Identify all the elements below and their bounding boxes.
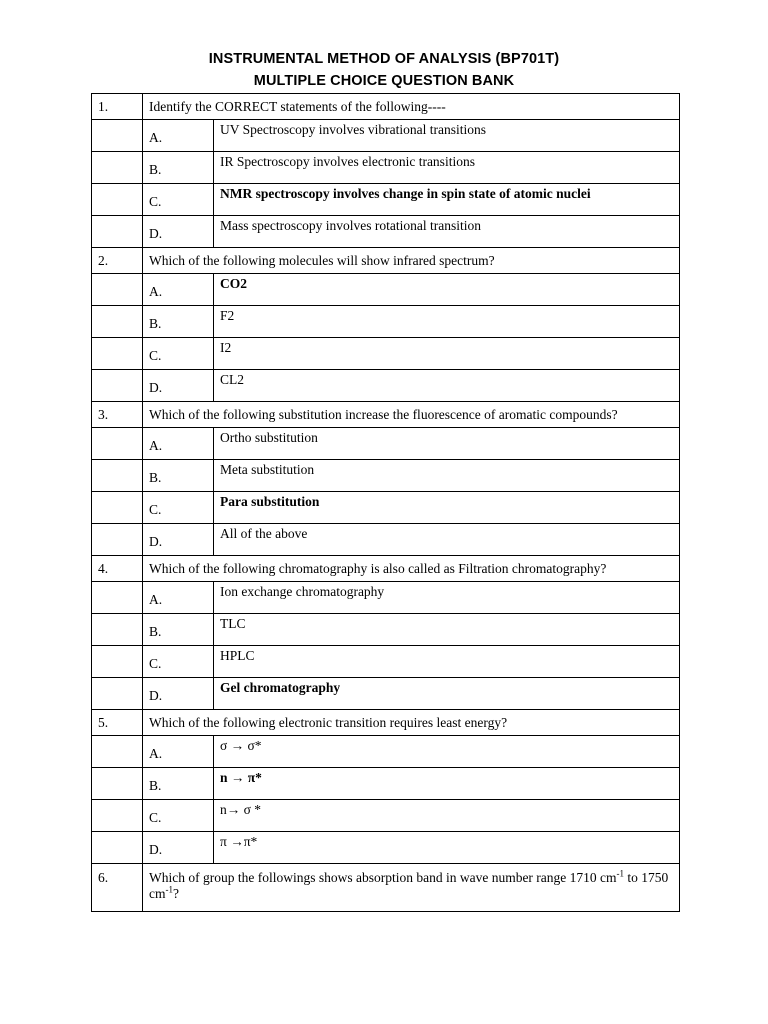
option-row [92, 428, 680, 460]
option-row [92, 370, 680, 402]
option-letter: C. [143, 184, 214, 216]
option-row [92, 614, 680, 646]
option-row [92, 216, 680, 248]
option-letter: D. [143, 832, 214, 864]
option-text: IR Spectroscopy involves electronic transitions [214, 152, 680, 184]
option-letter: A. [143, 274, 214, 306]
option-letter: C. [143, 800, 214, 832]
option-row [92, 152, 680, 184]
question-text: Which of the following chromatography is also called as Filtration chromatography? [143, 556, 680, 582]
option-row [92, 184, 680, 216]
option-text: All of the above [214, 524, 680, 556]
option-letter: B. [143, 460, 214, 492]
option-row [92, 768, 680, 800]
document-subtitle: MULTIPLE CHOICE QUESTION BANK [253, 73, 515, 89]
superscript: -1 [616, 868, 625, 879]
question-text [143, 864, 680, 912]
document-header [0, 48, 768, 92]
question-row [92, 864, 680, 912]
option-text-correct: Gel chromatography [214, 678, 680, 710]
question-number: 6. [92, 864, 143, 912]
option-letter: C. [143, 338, 214, 370]
question-text: Which of the following molecules will show infrared spectrum? [143, 248, 680, 274]
option-letter: A. [143, 736, 214, 768]
option-text: Mass spectroscopy involves rotational transition [214, 216, 680, 248]
option-letter: B. [143, 306, 214, 338]
option-row [92, 646, 680, 678]
option-row [92, 492, 680, 524]
option-row [92, 832, 680, 864]
option-row [92, 120, 680, 152]
option-row [92, 524, 680, 556]
option-letter: B. [143, 152, 214, 184]
question-number: 5. [92, 710, 143, 736]
question-number: 4. [92, 556, 143, 582]
question-row [92, 248, 680, 274]
question-number: 1. [92, 94, 143, 120]
question-number: 3. [92, 402, 143, 428]
question-text-part: to 1750 cm [149, 870, 669, 901]
option-letter: A. [143, 428, 214, 460]
option-row [92, 736, 680, 768]
question-row [92, 710, 680, 736]
option-text: Ortho substitution [214, 428, 680, 460]
option-text: Meta substitution [214, 460, 680, 492]
option-letter: D. [143, 370, 214, 402]
option-text: Ion exchange chromatography [214, 582, 680, 614]
question-row [92, 556, 680, 582]
question-text-part: ? [173, 886, 179, 901]
question-row [92, 94, 680, 120]
option-letter: A. [143, 582, 214, 614]
question-text: Which of the following electronic transition requires least energy? [143, 710, 680, 736]
question-table [91, 93, 680, 912]
document-title: INSTRUMENTAL METHOD OF ANALYSIS (BP701T) [208, 51, 560, 67]
option-text-correct: Para substitution [214, 492, 680, 524]
question-row [92, 402, 680, 428]
option-row [92, 338, 680, 370]
option-text: π →π* [214, 832, 680, 864]
superscript: -1 [165, 884, 173, 895]
option-text: σ → σ* [214, 736, 680, 768]
option-text-correct: NMR spectroscopy involves change in spin state of atomic nuclei [214, 184, 680, 216]
option-row [92, 800, 680, 832]
option-letter: A. [143, 120, 214, 152]
option-text: HPLC [214, 646, 680, 678]
option-letter: C. [143, 492, 214, 524]
option-letter: B. [143, 768, 214, 800]
option-text: TLC [214, 614, 680, 646]
option-row [92, 582, 680, 614]
option-text-correct: CO2 [214, 274, 680, 306]
question-number: 2. [92, 248, 143, 274]
option-letter: D. [143, 216, 214, 248]
question-text-part: Which of group the followings shows absorption band in wave number range 1710 cm [149, 870, 617, 885]
question-text: Identify the CORRECT statements of the following---- [143, 94, 680, 120]
option-text: n→ σ * [214, 800, 680, 832]
option-text-correct: n → π* [214, 768, 680, 800]
option-text: F2 [214, 306, 680, 338]
option-row [92, 306, 680, 338]
option-letter: D. [143, 678, 214, 710]
option-row [92, 460, 680, 492]
option-text: UV Spectroscopy involves vibrational transitions [214, 120, 680, 152]
option-text: CL2 [214, 370, 680, 402]
option-text: I2 [214, 338, 680, 370]
option-letter: C. [143, 646, 214, 678]
option-letter: B. [143, 614, 214, 646]
question-text: Which of the following substitution increase the fluorescence of aromatic compounds? [143, 402, 680, 428]
option-letter: D. [143, 524, 214, 556]
option-row [92, 678, 680, 710]
option-row [92, 274, 680, 306]
